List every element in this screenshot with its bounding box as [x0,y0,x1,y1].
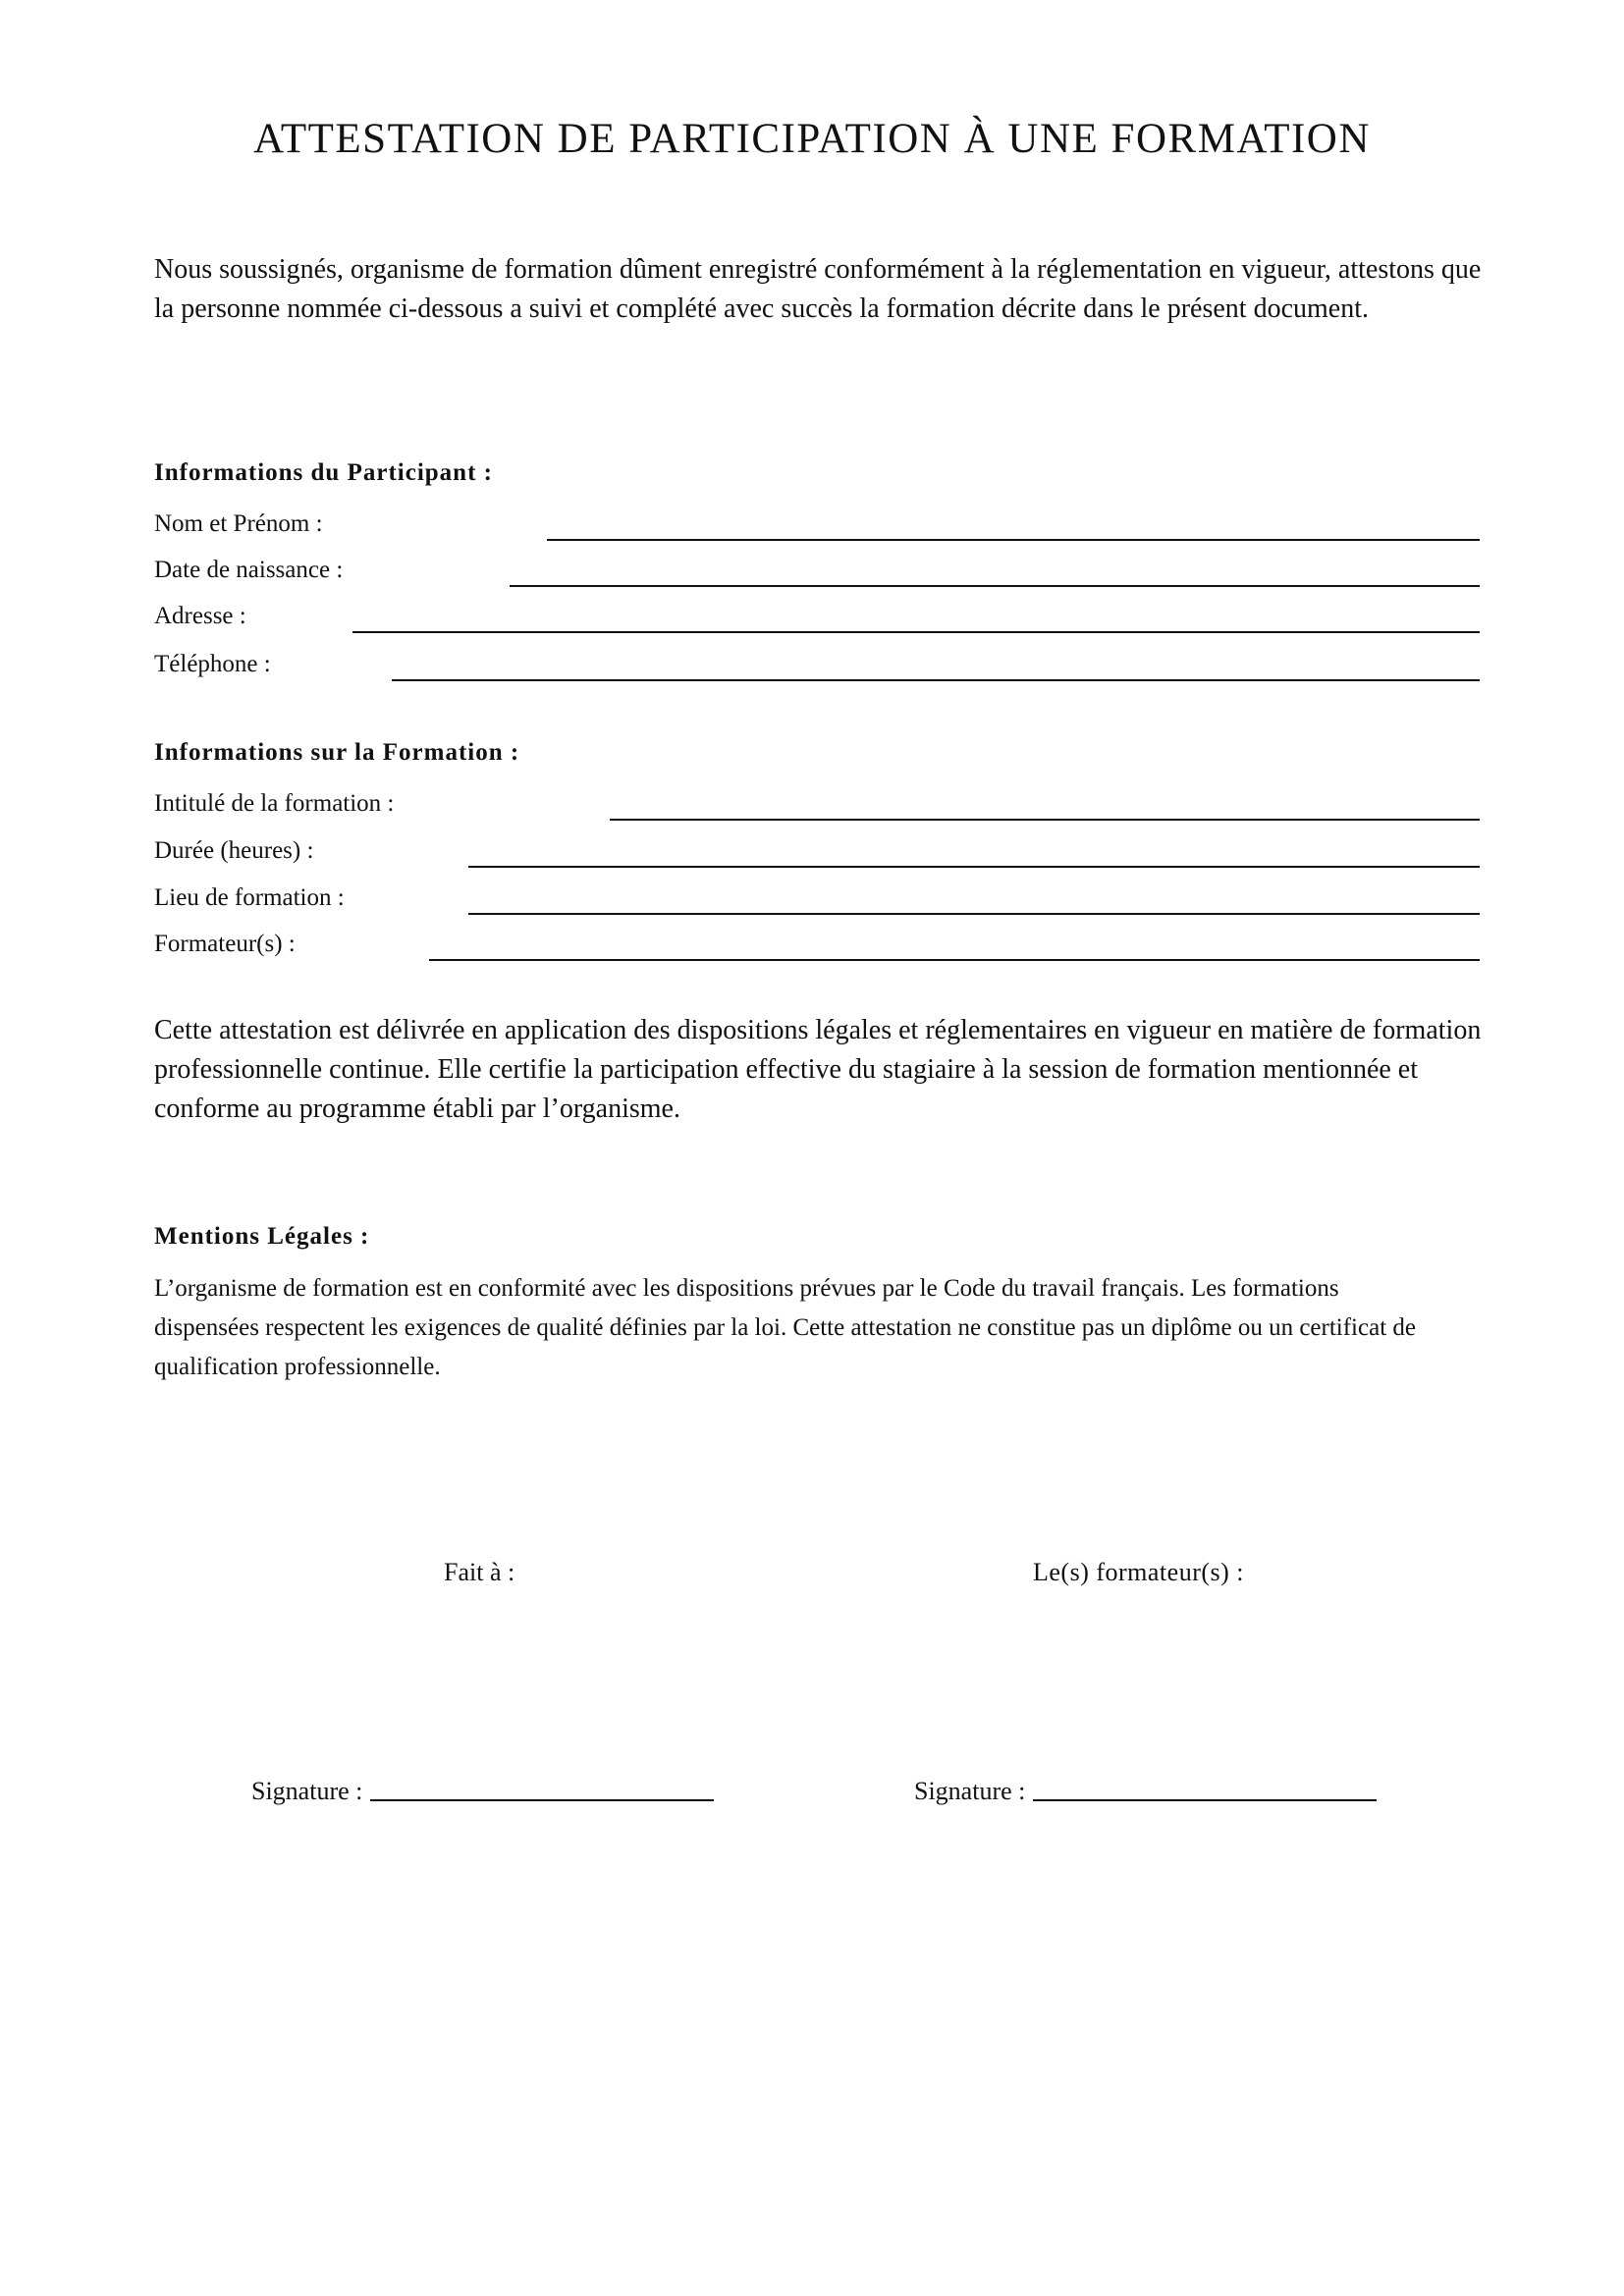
signature-right[interactable] [914,1775,1377,1814]
fill-line-duree-heures[interactable] [468,866,1480,868]
field-label-intitule-formation: Intitulé de la formation : [154,790,395,817]
field-label-date-naissance: Date de naissance : [154,557,344,583]
field-duree-heures[interactable] [154,834,1480,878]
field-nom-prenom[interactable] [154,507,1480,551]
delivery-paragraph: Cette attestation est délivrée en application des dispositions légales et réglementaires en vigueur en matière de formation professionnelle continue. Elle certifie la participation effective du stagiaire à la session de formation mentionnée et conforme au programme établi par l’organisme. [154,1015,1482,1124]
field-label-telephone: Téléphone : [154,651,271,677]
field-adresse[interactable] [154,600,1480,643]
field-label-formateurs: Formateur(s) : [154,931,296,957]
legal-section-heading: Mentions Légales : [154,1223,370,1250]
participant-section-heading: Informations du Participant : [154,459,493,486]
field-date-naissance[interactable] [154,554,1480,597]
signature-left-label: Signature : [251,1777,363,1805]
field-label-duree-heures: Durée (heures) : [154,837,314,864]
fait-a-label: Fait à : [444,1558,515,1586]
fill-line-lieu-formation[interactable] [468,913,1480,915]
fill-line-date-naissance[interactable] [510,585,1480,587]
field-label-adresse: Adresse : [154,603,246,629]
signature-right-line[interactable] [1033,1799,1377,1801]
signature-right-label: Signature : [914,1777,1026,1805]
field-formateurs[interactable] [154,928,1480,971]
formateurs-label: Le(s) formateur(s) : [1033,1558,1245,1586]
legal-paragraph: L’organisme de formation est en conformité avec les dispositions prévues par le Code du travail français. Les formations dispensées respectent les exigences de qualité définies par la loi. Cette attestation ne constitue pas un diplôme ou un certificat de qualification professionnelle. [154,1275,1416,1380]
fill-line-intitule-formation[interactable] [610,819,1480,821]
formation-section-heading: Informations sur la Formation : [154,739,520,766]
field-telephone[interactable] [154,648,1480,691]
intro-paragraph: Nous soussignés, organisme de formation dûment enregistré conformément à la réglementation en vigueur, attestons que la personne nommée ci-dessous a suivi et complété avec succès la formation décrite dans le présent document. [154,254,1482,324]
field-label-lieu-formation: Lieu de formation : [154,884,345,911]
signature-left-line[interactable] [370,1799,714,1801]
fill-line-formateurs[interactable] [429,959,1480,961]
field-label-nom-prenom: Nom et Prénom : [154,510,323,537]
document-title: ATTESTATION DE PARTICIPATION À UNE FORMATION [253,116,1371,162]
signature-left[interactable] [251,1775,714,1814]
field-intitule-formation[interactable] [154,787,1480,830]
field-lieu-formation[interactable] [154,881,1480,925]
fill-line-adresse[interactable] [352,631,1480,633]
fill-line-telephone[interactable] [392,679,1480,681]
fill-line-nom-prenom[interactable] [547,539,1480,541]
